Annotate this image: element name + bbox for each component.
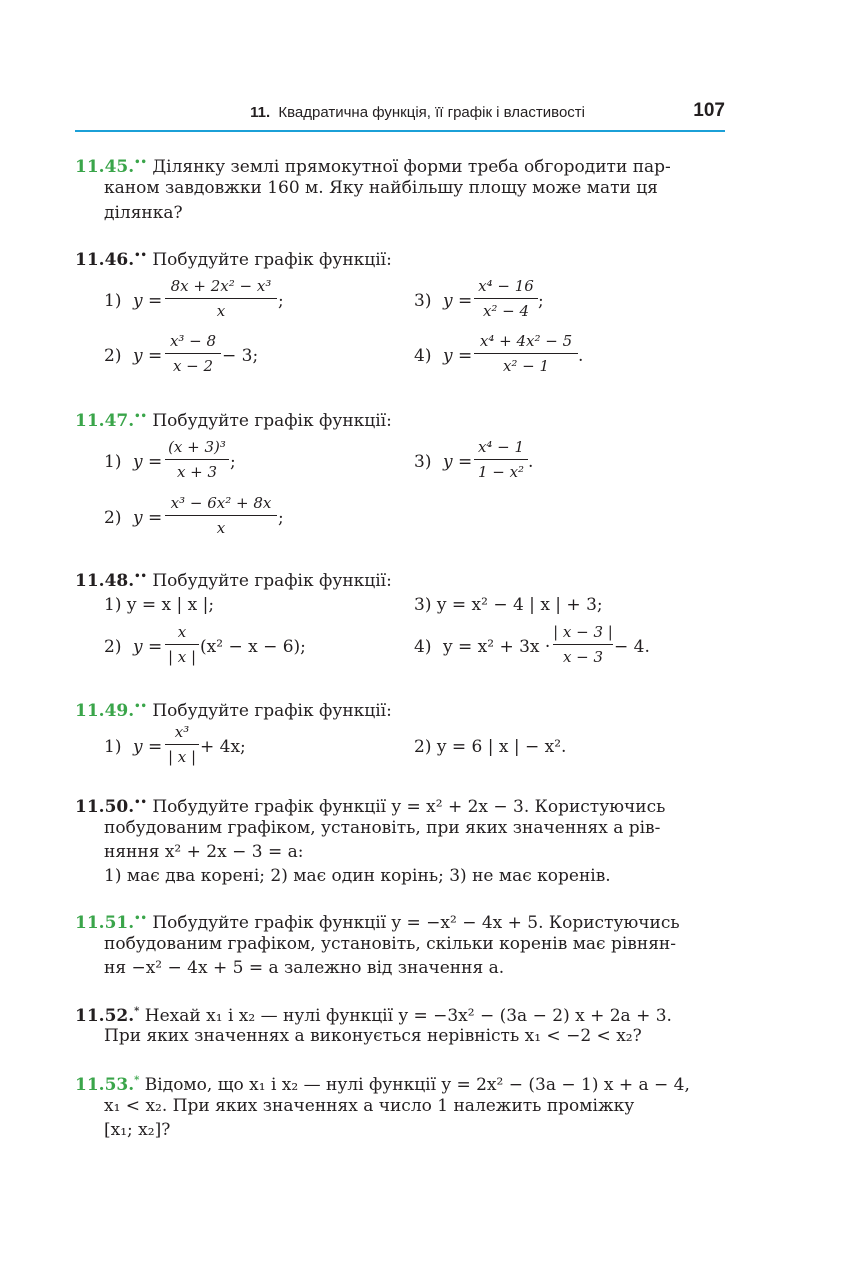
denominator: 1 − x²	[477, 463, 525, 481]
item-label: 1)	[104, 291, 122, 311]
fraction	[474, 277, 538, 320]
item-label: 4)	[414, 346, 432, 366]
problem-11-53-line1	[75, 1070, 690, 1096]
difficulty-mark: ••	[134, 701, 147, 712]
problem-number: 11.48.	[75, 571, 135, 591]
problem-11-53-line2: x₁ < x₂. При яких значеннях a число 1 належить проміжку	[104, 1096, 635, 1116]
item-label: 2)	[104, 508, 122, 528]
fraction	[165, 494, 277, 537]
problem-11-50-line3: няння x² + 2x − 3 = a:	[104, 842, 304, 862]
problem-11-48-heading	[75, 566, 392, 592]
running-title	[250, 104, 585, 121]
tail: ;	[278, 508, 284, 528]
problem-number: 11.51.	[75, 913, 135, 933]
fraction	[474, 438, 528, 481]
fraction	[165, 332, 221, 375]
y-equals: y =	[133, 508, 163, 528]
tail: .	[578, 346, 584, 366]
problem-number: 11.46.	[75, 250, 135, 270]
fraction	[474, 332, 578, 375]
problem-11-45-line3: ділянка?	[104, 203, 183, 223]
y-equals: y =	[133, 452, 163, 472]
tail: − 3;	[222, 346, 259, 366]
denominator: x − 3	[562, 648, 604, 666]
denominator: x² − 1	[502, 357, 550, 375]
fraction-bar	[165, 644, 199, 645]
problem-11-51-line3: ня −x² − 4x + 5 = a залежно від значення a.	[104, 958, 505, 978]
numerator: x⁴ − 1	[477, 438, 525, 456]
problem-number: 11.45.	[75, 157, 135, 177]
problem-11-53-line3: [x₁; x₂]?	[104, 1120, 171, 1140]
numerator: | x − 3 |	[553, 623, 613, 641]
problem-11-45-line1	[75, 152, 671, 178]
fraction-bar	[474, 353, 578, 354]
problem-11-52-line1	[75, 1001, 672, 1027]
fraction	[165, 277, 277, 320]
tail: (x² − x − 6);	[200, 637, 306, 657]
item-label: 1)	[104, 737, 122, 757]
y-equals: y =	[133, 291, 163, 311]
item-1: 1) y = x | x |;	[104, 595, 215, 615]
problem-text: Ділянку землі прямокутної форми треба обгородити пар-	[152, 157, 671, 177]
difficulty-mark: ••	[134, 913, 147, 924]
problem-11-47-heading	[75, 406, 392, 432]
item-label: 3)	[414, 452, 432, 472]
problem-11-51-line2: побудованим графіком, установіть, скільки коренів має рівнян-	[104, 934, 677, 954]
problem-text: Нехай x₁ і x₂ — нулі функції y = −3x² − (3a − 2) x + 2a + 3.	[144, 1006, 672, 1026]
difficulty-mark: *	[134, 1075, 140, 1086]
y-equals: y =	[133, 346, 163, 366]
problem-number: 11.49.	[75, 701, 135, 721]
problem-text: Побудуйте графік функції:	[152, 701, 392, 721]
problem-11-50-line1	[75, 792, 665, 818]
problem-text: Побудуйте графік функції:	[152, 250, 392, 270]
fraction-bar	[165, 459, 229, 460]
problem-number: 11.52.	[75, 1006, 135, 1026]
fraction-bar	[165, 515, 277, 516]
section-title: Квадратична функція, її графік і властивості	[278, 104, 585, 121]
tail: ;	[538, 291, 544, 311]
tail: + 4x;	[200, 737, 246, 757]
denominator: x² − 4	[482, 302, 530, 320]
page-header	[75, 98, 725, 132]
tail: ;	[278, 291, 284, 311]
difficulty-mark: *	[134, 1006, 140, 1017]
fraction-bar	[165, 744, 199, 745]
numerator: x⁴ + 4x² − 5	[479, 332, 573, 350]
item-label: 1)	[104, 452, 122, 472]
page-number: 107	[693, 100, 725, 121]
problem-11-49-heading	[75, 696, 392, 722]
section-number: 11.	[250, 104, 271, 121]
tail: .	[528, 452, 534, 472]
item-label: 2)	[104, 637, 122, 657]
item-label: 2)	[104, 346, 122, 366]
denominator: x + 3	[176, 463, 218, 481]
problem-number: 11.50.	[75, 797, 135, 817]
difficulty-mark: ••	[134, 157, 147, 168]
numerator: x³ − 8	[169, 332, 217, 350]
fraction	[165, 723, 199, 766]
problem-text: Побудуйте графік функції:	[152, 571, 392, 591]
problem-11-45-line2: каном завдовжки 160 м. Яку найбільшу площу може мати ця	[104, 178, 658, 198]
problem-number: 11.53.	[75, 1075, 135, 1095]
item-label: 4)	[414, 637, 432, 657]
tail: − 4.	[614, 637, 650, 657]
denominator: x	[216, 302, 226, 320]
fraction-bar	[474, 298, 538, 299]
numerator: 8x + 2x² − x³	[170, 277, 272, 295]
difficulty-mark: ••	[134, 411, 147, 422]
difficulty-mark: ••	[134, 250, 147, 261]
difficulty-mark: ••	[134, 571, 147, 582]
problem-text: Побудуйте графік функції y = x² + 2x − 3. Користуючись	[152, 797, 666, 817]
problem-11-51-line1	[75, 908, 680, 934]
item-2: 2) y = 6 | x | − x².	[414, 737, 567, 757]
fraction	[165, 438, 229, 481]
numerator: x	[177, 623, 187, 641]
numerator: x⁴ − 16	[478, 277, 534, 295]
y-equals: y =	[133, 737, 163, 757]
numerator: x³	[174, 723, 190, 741]
item-label: 3)	[414, 291, 432, 311]
tail: ;	[230, 452, 236, 472]
fraction-bar	[553, 644, 613, 645]
problem-11-50-line2: побудованим графіком, установіть, при яких значеннях a рів-	[104, 818, 661, 838]
problem-11-50-line4: 1) має два корені; 2) має один корінь; 3) не має коренів.	[104, 866, 611, 886]
fraction-bar	[165, 353, 221, 354]
denominator: | x |	[167, 748, 197, 766]
fraction-bar	[474, 459, 528, 460]
denominator: | x |	[167, 648, 197, 666]
item-3: 3) y = x² − 4 | x | + 3;	[414, 595, 603, 615]
y-equals: y =	[443, 452, 473, 472]
difficulty-mark: ••	[134, 797, 147, 808]
problem-text: Відомо, що x₁ і x₂ — нулі функції y = 2x² − (3a − 1) x + a − 4,	[144, 1075, 690, 1095]
fraction	[165, 623, 199, 666]
y-equals: y =	[133, 637, 163, 657]
fraction-bar	[165, 298, 277, 299]
denominator: x − 2	[172, 357, 214, 375]
y-equals: y =	[443, 346, 473, 366]
problem-11-52-line2: При яких значеннях a виконується нерівність x₁ < −2 < x₂?	[104, 1026, 642, 1046]
problem-text: Побудуйте графік функції y = −x² − 4x + 5. Користуючись	[152, 913, 680, 933]
numerator: x³ − 6x² + 8x	[170, 494, 272, 512]
problem-text: Побудуйте графік функції:	[152, 411, 392, 431]
y-equals: y =	[443, 291, 473, 311]
problem-11-46-heading	[75, 245, 392, 271]
fraction	[553, 623, 613, 666]
denominator: x	[216, 519, 226, 537]
problem-number: 11.47.	[75, 411, 135, 431]
numerator: (x + 3)³	[168, 438, 226, 456]
item-4-prefix: y = x² + 3x ·	[443, 637, 551, 657]
